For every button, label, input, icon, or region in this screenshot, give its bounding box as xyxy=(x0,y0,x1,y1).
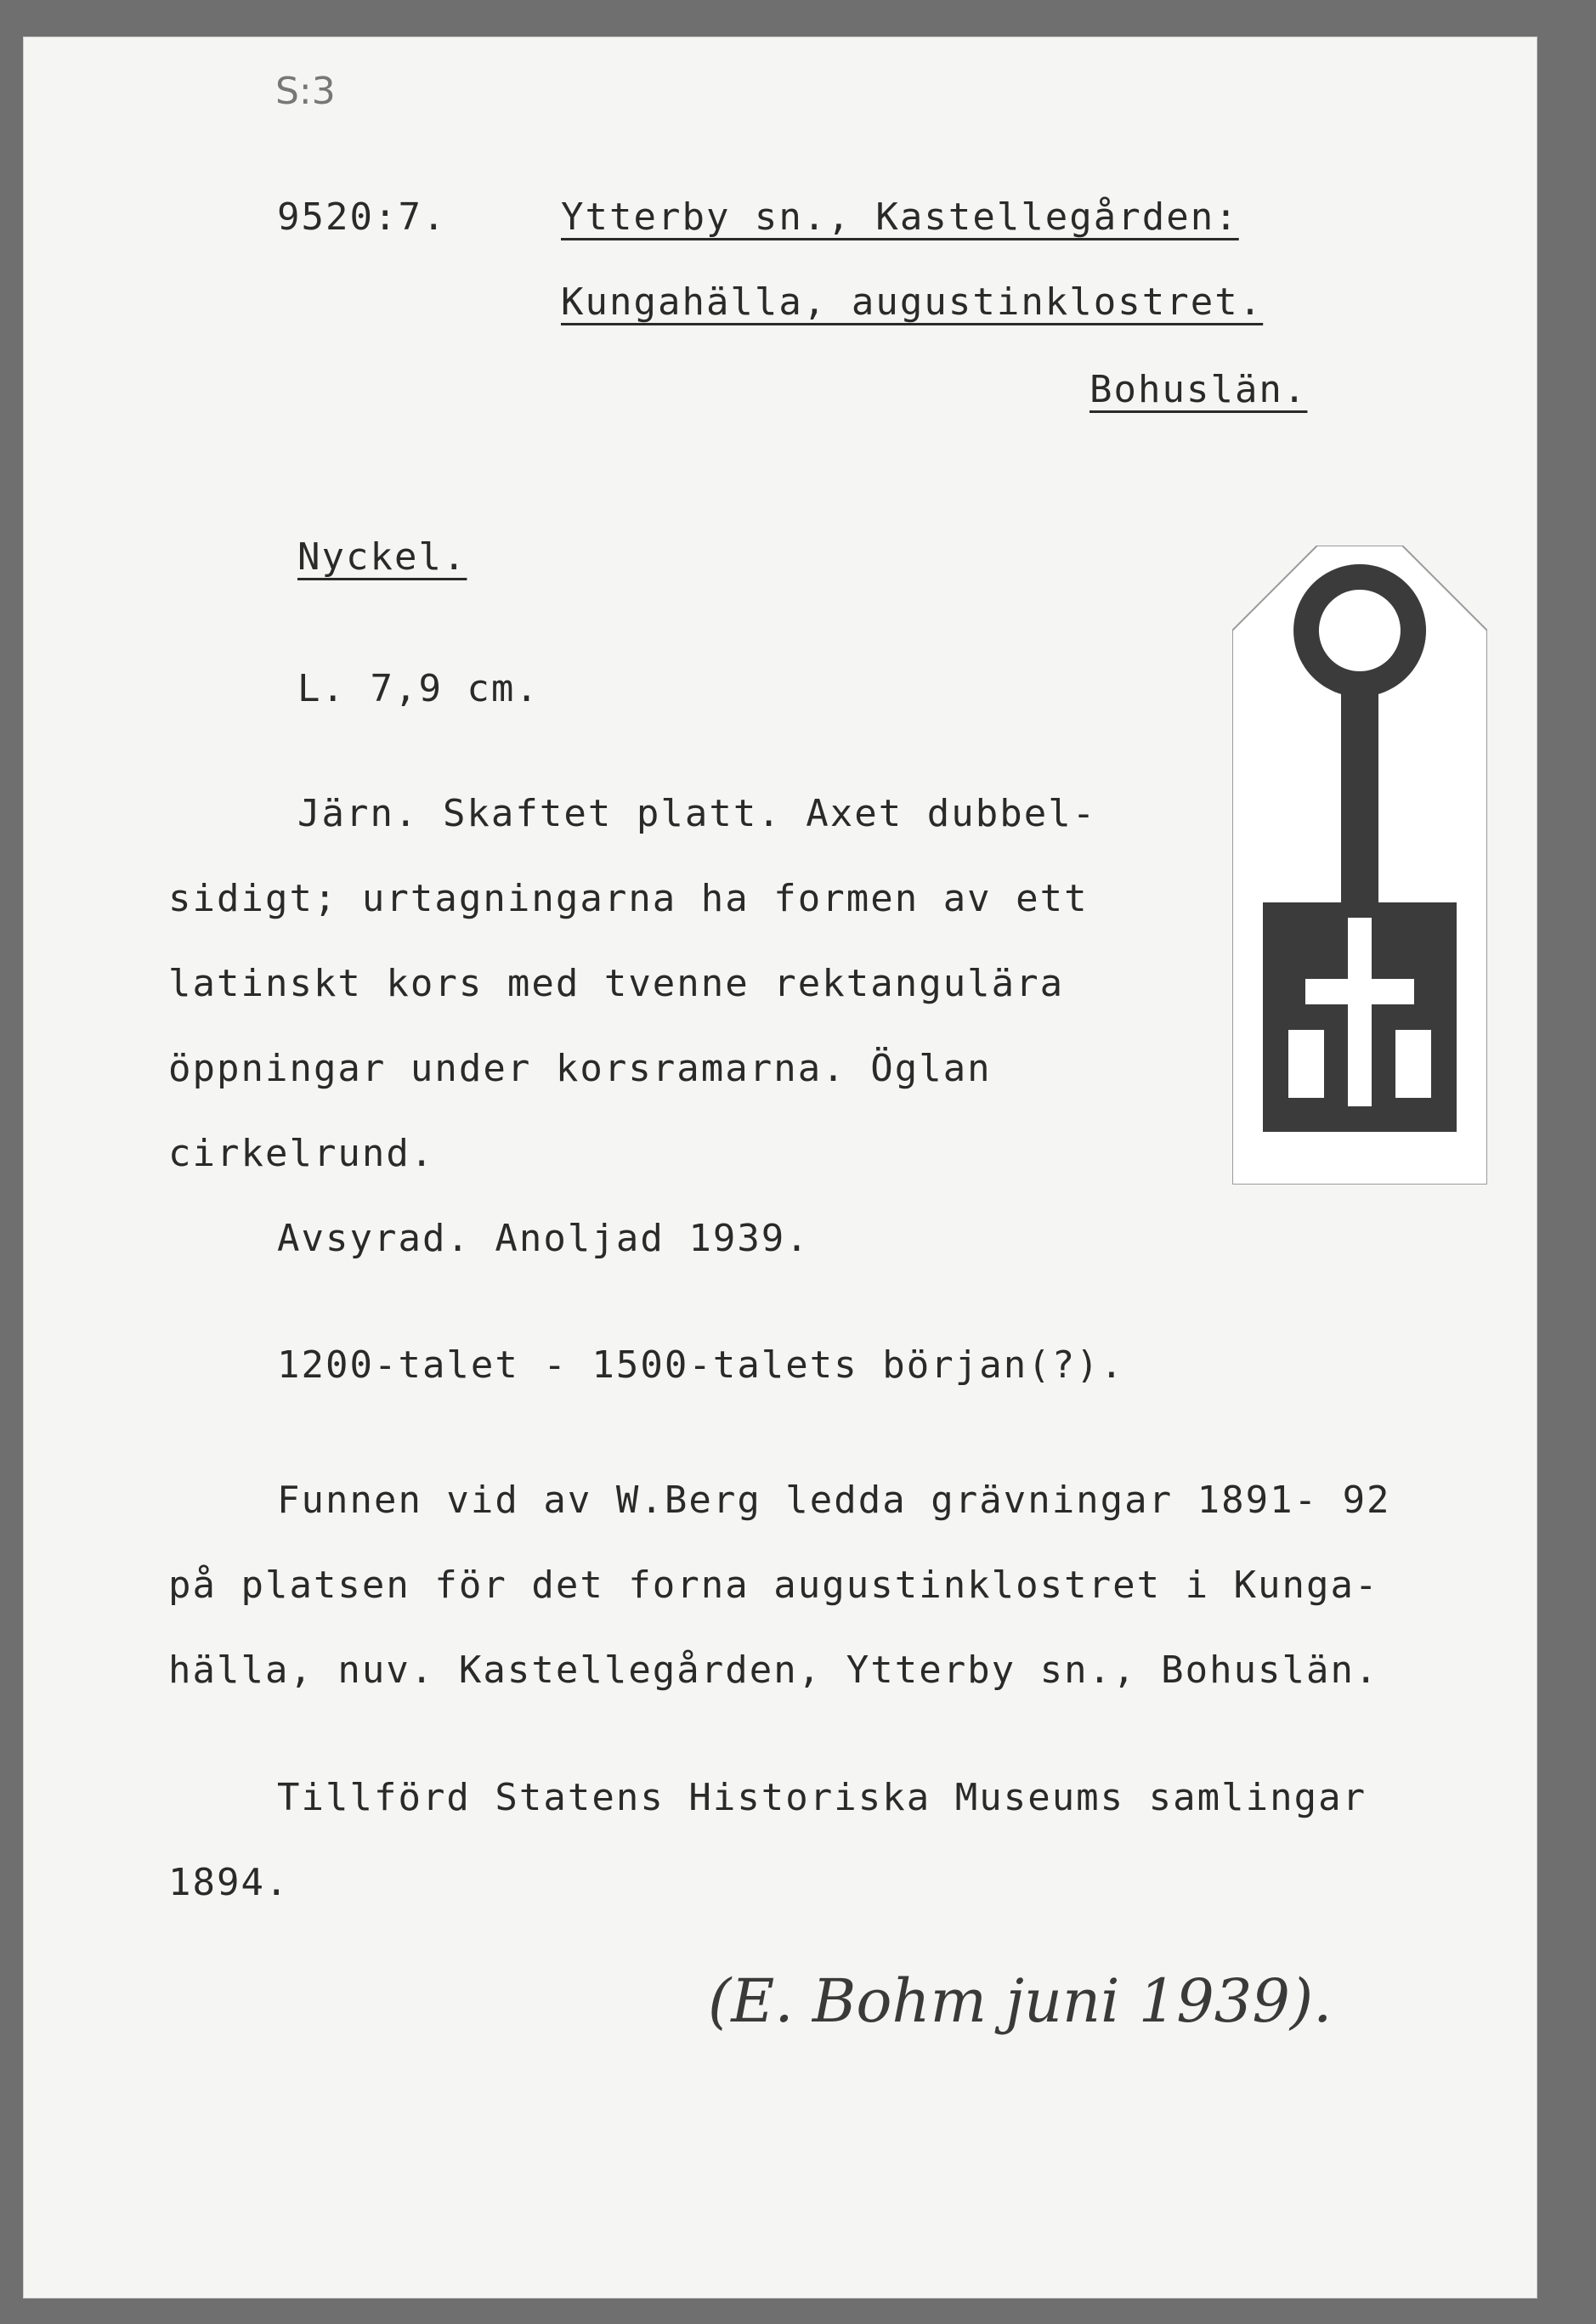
conservation-note: Avsyrad. Anoljad 1939. xyxy=(277,1217,810,1260)
acquisition-line: Tillförd Statens Historiska Museums samlingar xyxy=(277,1776,1367,1819)
find-line: på platsen för det forna augustinklostret i Kunga- xyxy=(168,1563,1379,1607)
key-photo xyxy=(1232,546,1487,1185)
description-line: Järn. Skaftet platt. Axet dubbel- xyxy=(297,792,1097,835)
pencil-mark: S:3 xyxy=(275,70,336,113)
find-line: hälla, nuv. Kastellegården, Ytterby sn., Bohuslän. xyxy=(168,1648,1379,1692)
description-line: latinskt kors med tvenne rektangulära xyxy=(168,962,1065,1005)
signature: (E. Bohm juni 1939). xyxy=(708,1966,1333,2036)
dating: 1200-talet - 1500-talets början(?). xyxy=(277,1343,1125,1387)
location-line-2: Kungahälla, augustinklostret. xyxy=(561,280,1264,324)
length: L. 7,9 cm. xyxy=(297,667,540,710)
catalog-number: 9520:7. xyxy=(277,195,447,239)
object-name: Nyckel. xyxy=(297,535,467,579)
description-line: cirkelrund. xyxy=(168,1132,435,1175)
catalog-card xyxy=(24,37,1537,2298)
province: Bohuslän. xyxy=(1089,368,1308,411)
description-line: sidigt; urtagningarna ha formen av ett xyxy=(168,877,1089,920)
description-line: öppningar under korsramarna. Öglan xyxy=(168,1047,992,1090)
location-line-1: Ytterby sn., Kastellegården: xyxy=(561,195,1239,239)
find-line: Funnen vid av W.Berg ledda grävningar 1891- 92 xyxy=(277,1479,1391,1522)
acquisition-line: 1894. xyxy=(168,1861,290,1904)
